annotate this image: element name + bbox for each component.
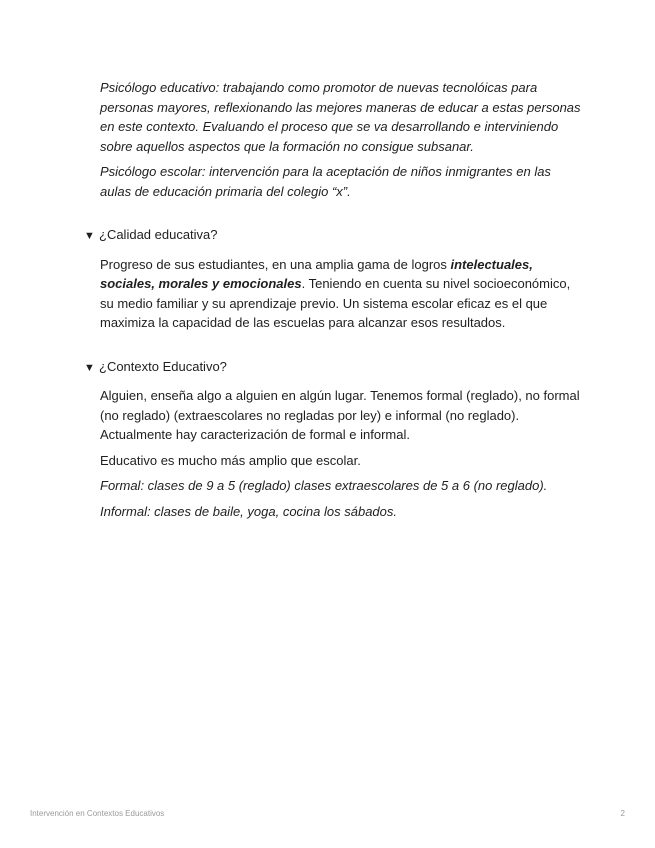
contexto-paragraph-1: Alguien, enseña algo a alguien en algún lugar. Tenemos formal (reglado), no formal (no reglado) (extraescolares no regladas por ley) e informal (no reglado). Actualmente hay caracterización de formal e informal.: [100, 388, 580, 442]
toggle-heading-calidad: ¿Calidad educativa?: [99, 227, 218, 242]
page-content: [84, 78, 585, 527]
toggle-contexto-educativo[interactable]: [84, 357, 585, 379]
contexto-formal-example: Formal: clases de 9 a 5 (reglado) clases extraescolares de 5 a 6 (no reglado).: [100, 478, 548, 493]
footer-page-number: 2: [620, 809, 625, 818]
page-footer: [30, 809, 625, 818]
psicologo-educativo-paragraph: Psicólogo educativo: trabajando como promotor de nuevas tecnolóicas para personas mayores, reflexionando las mejores maneras de educar a estas personas en este contexto. Evaluando el proceso que se va desarrollando e interviniendo sobre aquellos aspectos que la formación no consigue subsanar.: [100, 80, 581, 154]
triangle-down-icon[interactable]: ▼: [84, 361, 95, 374]
contexto-paragraph-2: Educativo es mucho más amplio que escolar.: [100, 452, 361, 468]
calidad-text-emphasis: intelectuales, sociales, morales y emocionales: [100, 256, 533, 291]
calidad-paragraph: [100, 255, 585, 333]
footer-title: Intervención en Contextos Educativos: [30, 809, 165, 818]
calidad-text-end: . Teniendo en cuenta su nivel socioeconómico, su medio familiar y su aprendizaje previo. Un sistema escolar eficaz es el que maximiza la capacidad de las escuelas para alcanzar esos resultados.: [100, 276, 571, 330]
contexto-informal-example: Informal: clases de baile, yoga, cocina los sábados.: [100, 503, 398, 519]
calidad-text-start: Progreso de sus estudiantes, en una amplia gama de logros: [100, 256, 451, 272]
toggle-heading-contexto: ¿Contexto Educativo?: [99, 358, 227, 374]
psicologo-escolar-paragraph: Psicólogo escolar: intervención para la aceptación de niños inmigrantes en las aulas de educación primaria del colegio “x”.: [100, 164, 551, 199]
toggle-calidad-educativa[interactable]: [84, 225, 585, 247]
triangle-down-icon[interactable]: ▼: [84, 230, 95, 242]
